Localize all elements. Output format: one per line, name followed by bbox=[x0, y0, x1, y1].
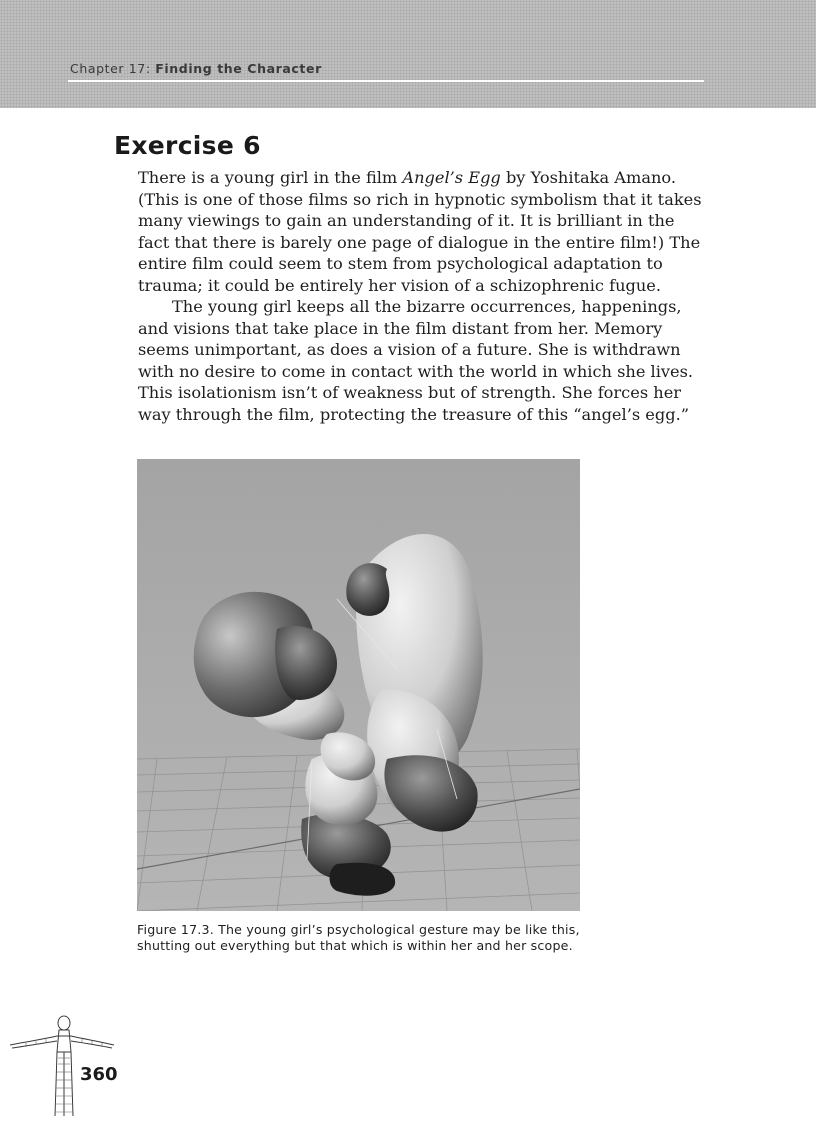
header-band bbox=[0, 0, 816, 108]
crouching-figure-icon bbox=[137, 459, 580, 911]
film-title: Angel’s Egg bbox=[402, 168, 501, 187]
section-title: Exercise 6 bbox=[114, 131, 261, 160]
paragraph-1-lead: There is a young girl in the film bbox=[138, 168, 403, 187]
paragraph-1 bbox=[138, 167, 710, 296]
chapter-prefix: Chapter 17: bbox=[70, 61, 156, 76]
figure-caption: Figure 17.3. The young girl’s psychological gesture may be like this, shutting out everything but that which is within her and her scope. bbox=[137, 922, 580, 953]
running-head bbox=[70, 61, 322, 76]
paragraph-2: The young girl keeps all the bizarre occurrences, happenings, and visions that take place in the film distant from her. Memory seems unimportant, as does a vision of a future. She is withdrawn with no desire to come in contact with the world in which she lives. This isolationism isn’t of weakness but of strength. She forces her way through the film, protecting the treasure of this “angel’s egg.” bbox=[138, 297, 694, 424]
chapter-title: Finding the Character bbox=[155, 61, 322, 76]
header-rule bbox=[68, 80, 704, 82]
page-number: 360 bbox=[80, 1064, 118, 1085]
paragraph-1-rest: by Yoshitaka Amano. (This is one of those films so rich in hypnotic symbolism that it takes many viewings to gain an understanding of it. It is brilliant in the fact that there is barely one page of dialogue in the entire film!) The entire film could seem to stem from psychological adaptation to trauma; it could be entirely her vision of a schizophrenic fugue. bbox=[138, 168, 702, 295]
body-text bbox=[138, 167, 710, 425]
figure-image bbox=[137, 459, 580, 911]
